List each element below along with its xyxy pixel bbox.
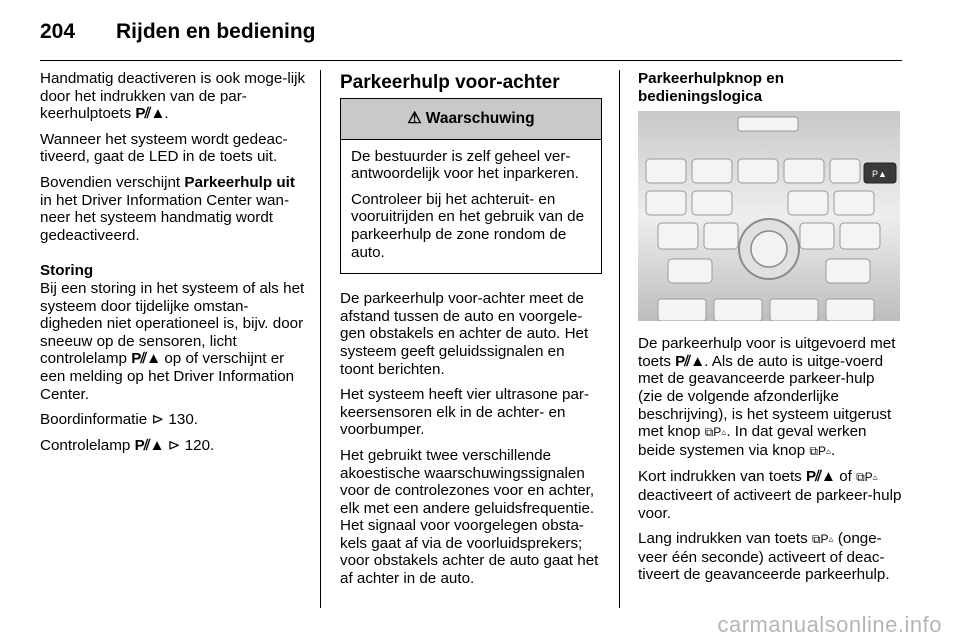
- paragraph: Het gebruikt twee verschillende akoestische waarschuwingssignalen voor de controlezones voor en achter, elk met een andere geluidsfrequentie. Het signaal voor voorgelegen obsta-kels gaat af via de voorluidsprekers; voor obstakels achter de auto gaat het af achter in de auto.: [340, 446, 599, 588]
- message-text: Parkeerhulp uit: [184, 173, 295, 191]
- section-heading: Parkeerhulp voor-achter: [340, 72, 560, 93]
- parking-sensor-icon: P⫽▲: [675, 352, 705, 370]
- column-divider: [619, 70, 620, 608]
- warning-box: [340, 98, 602, 275]
- parking-sensor-icon: P⫽▲: [806, 468, 835, 486]
- paragraph: Handmatig deactiveren is ook moge-lijk door het indrukken van de par-keerhulptoets P⫽▲.: [40, 70, 306, 123]
- column-left: [40, 70, 306, 462]
- advanced-parking-icon: ⧉P▵: [704, 425, 727, 440]
- paragraph: De parkeerhulp voor-achter meet de afstand tussen de auto en voorgele-gen obstakels en achter de auto. Het systeem geeft geluidssignalen en toont berichten.: [340, 290, 589, 378]
- page-header: [40, 14, 902, 54]
- paragraph: Kort indrukken van toets P⫽▲ of ⧉P▵ deactiveert of activeert de parkeer-hulp voor.: [638, 468, 902, 522]
- parking-sensor-icon: P⫽▲: [131, 350, 161, 368]
- warning-triangle-icon: ⚠: [407, 109, 422, 127]
- paragraph: Wanneer het systeem wordt gedeac-tiveerd, gaat de LED in de toets uit.: [40, 130, 288, 166]
- header-rule: [40, 60, 902, 61]
- paragraph: Het systeem heeft vier ultrasone par-keersensoren elk in de achter- en voorbumper.: [340, 386, 590, 439]
- paragraph: Lang indrukken van toets ⧉P▵ (onge-veer één seconde) activeert of deac-tiveert de geavanceerde parkeerhulp.: [638, 530, 890, 584]
- advanced-parking-icon: ⧉P▵: [856, 470, 878, 485]
- parking-sensor-icon: P⫽▲: [134, 436, 164, 454]
- watermark: carmanualsonline.info: [717, 612, 942, 637]
- arrow-right-icon: ⊳: [167, 436, 181, 454]
- section-title-storing: Storing: [40, 262, 94, 280]
- section-heading: Parkeerhulpknop en bedieningslogica: [638, 70, 785, 105]
- arrow-right-icon: ⊳: [151, 411, 165, 429]
- column-middle: [340, 70, 602, 596]
- warning-text: De bestuurder is zelf geheel ver-antwoordelijk voor het inparkeren.: [351, 147, 579, 183]
- column-divider: [320, 70, 321, 608]
- column-right: [638, 70, 902, 592]
- svg-text:P▲: P▲: [872, 169, 887, 180]
- parking-sensor-icon: P⫽▲: [135, 105, 165, 123]
- warning-header: [341, 99, 601, 140]
- control-panel-photo: [638, 111, 900, 321]
- cross-reference[interactable]: Boordinformatie ⊳ 130.: [40, 411, 198, 429]
- warning-text: Controleer bij het achteruit- en vooruitrijden en het gebruik van de parkeerhulp de zone rondom de auto.: [351, 190, 585, 261]
- advanced-parking-icon: ⧉P▵: [809, 443, 832, 458]
- paragraph: Bovendien verschijnt Parkeerhulp uit in het Driver Information Center wan-neer het systeem handmatig wordt gedeactiveerd.: [40, 173, 295, 244]
- page-title: Rijden en bediening: [116, 20, 316, 43]
- advanced-parking-icon: ⧉P▵: [811, 532, 834, 547]
- paragraph: De parkeerhulp voor is uitgevoerd met toets P⫽▲. Als de auto is uitge-voerd met de geavanceerde parkeer-hulp (zie de volgende afzonderlijke beschrijving), is het systeem uitgerust met knop ⧉P▵. In dat geval werken beide systemen via knop ⧉P▵.: [638, 335, 896, 459]
- page-number: 204: [40, 20, 76, 43]
- cross-reference[interactable]: Controlelamp P⫽▲ ⊳ 120.: [40, 436, 215, 454]
- warning-title: Waarschuwing: [425, 109, 535, 127]
- paragraph: Bij een storing in het systeem of als het systeem door tijdelijke omstan-digheden niet operationeel is, bijv. door sneeuw op de sensoren, licht controlelamp P⫽▲ op of verschijnt er een melding op het Driver Information Center.: [40, 279, 305, 403]
